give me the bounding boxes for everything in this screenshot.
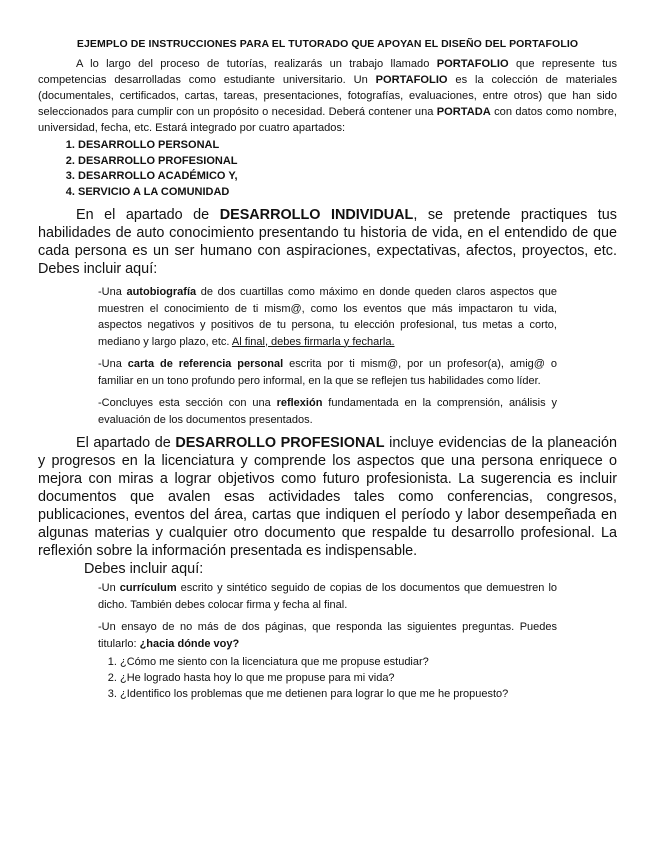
individual-item-reflexion [98,395,557,428]
intro-bold-portafolio-2: PORTAFOLIO [375,74,448,86]
individual-text-2: , se pretende practiques tus habilidades de auto conocimiento presentando tu historia de vida, en el entendido de que cada persona es un ser humano con aspiraciones, expectativas, afectos, proyectos, etc. Debes incluir aquí: [38,207,617,277]
sections-list [38,138,617,200]
intro-text-3: es la colección de materiales (documentales, certificados, cartas, tareas, presentaciones, fotografías, evaluaciones, entre otros) que han sido seleccionados para cumplir con un propósito o necesidad. Deberá contener una [38,74,617,118]
section-item: 4. SERVICIO A LA COMUNIDAD [78,185,617,201]
individual-item-carta [98,356,557,389]
item-text: fundamentada en la comprensión, análisis y evaluación de los documentos presentados. [98,397,557,426]
item-bold: reflexión [276,397,323,409]
intro-text-4: con datos como nombre, universidad, fecha, etc. Estará integrado por cuatro apartados: [38,106,617,134]
intro-text-1: A lo largo del proceso de tutorías, realizarás un trabajo llamado [76,58,437,70]
intro-text-2: que represente tus competencias desarrolladas como estudiante universitario. Un [38,58,618,86]
item-prefix: -Una [98,358,128,370]
section-item: 1. DESARROLLO PERSONAL [78,138,617,154]
item-prefix: -Un [98,582,120,594]
question-item: 3. ¿Identifico los problemas que me detienen para lograr lo que me he propuesto? [120,686,557,702]
profesional-bold-heading: DESARROLLO PROFESIONAL [175,435,385,451]
profesional-text-1: El apartado de [76,435,176,451]
intro-bold-portada: PORTADA [436,106,491,118]
item-text: escrita por ti mism@, por un profesor(a), amig@ o familiar en un tono profundo pero informal, en la que se reflejen tus habilidades como líder. [98,358,557,387]
item-underlined-note: Al final, debes firmarla y fecharla. [231,335,395,348]
item-bold: carta de referencia personal [127,358,284,370]
item-text: de dos cuartillas como máximo en donde queden claros aspectos que muestren el conocimiento de ti mism@, como los eventos que más impactaron tu vida, aspectos negativos y positivos de tu persona, tu elección profesional, tus metas a corto, mediano y largo plazo, etc. [98,286,557,348]
profesional-item-ensayo [98,619,557,652]
question-item: 1. ¿Cómo me siento con la licenciatura que me propuse estudiar? [120,654,557,670]
individual-bold-heading: DESARROLLO INDIVIDUAL [219,207,414,223]
item-bold: autobiografía [126,286,197,298]
individual-paragraph [38,206,617,278]
intro-bold-portafolio-1: PORTAFOLIO [436,58,509,70]
item-prefix: -Una [98,286,127,298]
item-bold: ¿hacia dónde voy? [139,637,240,650]
debes-incluir-label: Debes incluir aquí: [84,561,204,577]
item-text: escrito y sintético seguido de copias de los documentos que demuestren lo dicho. También debes colocar firma y fecha al final. [98,582,558,611]
profesional-items [98,580,557,702]
individual-items [98,284,557,428]
intro-paragraph [38,56,617,136]
document-title: EJEMPLO DE INSTRUCCIONES PARA EL TUTORADO QUE APOYAN EL DISEÑO DEL PORTAFOLIO [76,38,579,50]
profesional-item-curriculum [98,580,557,613]
individual-text-1: En el apartado de [76,207,220,223]
item-prefix: -Concluyes esta sección con una [98,397,277,409]
item-prefix: -Un ensayo de no más de dos páginas, que responda las siguientes preguntas. Puedes titularlo: [98,621,557,650]
profesional-text-2: incluye evidencias de la planeación y progresos en la licenciatura y comprende los aspectos que una persona enriquece o mejora con miras a lograr objetivos como futuro profesionista. La sugerencia es incluir documentos que avalen esas actividades tales como conferencias, congresos, publicaciones, eventos del área, cartas que indiquen el período y labor desempeñada en algunas materias y cualquier otro documento que respalde tu desarrollo profesional. La reflexión sobre la información presentada es indispensable. [38,435,618,559]
profesional-paragraph [38,434,617,560]
question-item: 2. ¿He logrado hasta hoy lo que me propuse para mi vida? [120,670,557,686]
item-bold: currículum [119,582,177,594]
individual-item-autobiografia [98,284,557,350]
section-item: 2. DESARROLLO PROFESIONAL [78,154,617,170]
questions-list [98,654,557,702]
section-item: 3. DESARROLLO ACADÉMICO Y, [78,169,617,185]
